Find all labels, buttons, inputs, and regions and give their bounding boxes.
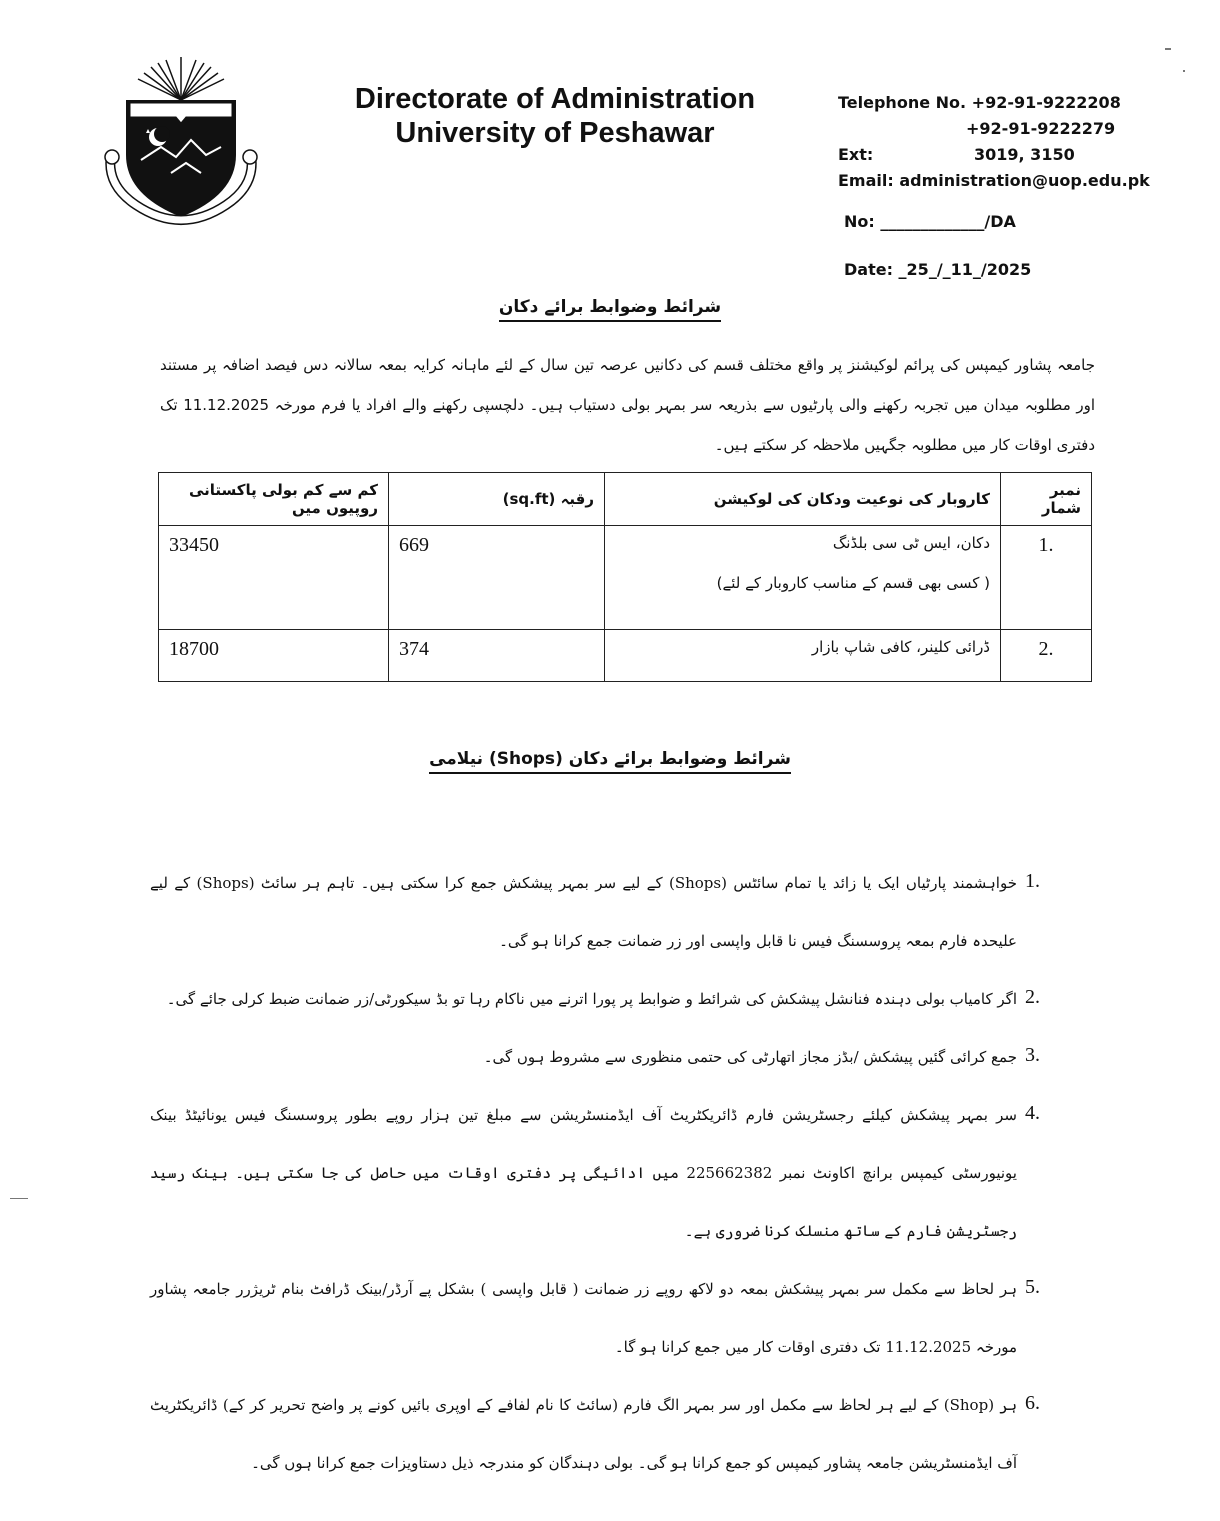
term-text: ہر لحاظ سے مکمل سر بمہر پیشکش بمعہ دو لاکھ روپے زر ضمانت ( قابل واپسی ) بشکل پے آرڈر/بینک ڈرافٹ بنام ٹریژرر جامعہ پشاور مورخہ 11.12.2025 تک دفتری اوقات کار میں جمع کرانا ہو گا۔: [150, 1280, 1017, 1356]
telephone-1: +92-91-9222208: [971, 93, 1121, 112]
document-date: Date: _25_/_11_/2025: [844, 260, 1032, 279]
shops-table: [158, 472, 1092, 682]
email-label: Email:: [838, 171, 894, 190]
section2-heading-text: شرائط وضوابط برائے دکان (Shops) نیلامی: [429, 749, 791, 774]
terms-list: [150, 870, 1065, 1508]
term-item: [150, 870, 1065, 970]
term-text: جمع کرائی گئیں پیشکش /بڈز مجاز اتھارٹی کی حتمی منظوری سے مشروط ہوں گی۔: [483, 1048, 1017, 1066]
header-min-bid: کم سے کم بولی پاکستانی روپیوں میں: [159, 473, 389, 526]
term-text: اگر کامیاب بولی دہندہ فنانشل پیشکش کی شرائط و ضوابط پر پورا اترنے میں ناکام رہا تو بڈ سیکورٹی/زر ضمانت ضبط کرلی جائے گی۔: [166, 990, 1017, 1008]
row-serial: 1.: [1001, 526, 1092, 630]
email-value: administration@uop.edu.pk: [899, 171, 1150, 190]
scan-speck: [1165, 48, 1171, 50]
row-area: 374: [389, 630, 605, 682]
table-row: [159, 630, 1092, 682]
university-crest-logo: [96, 55, 266, 235]
term-text: خواہشمند پارٹیاں ایک یا زائد یا تمام سائٹس (Shops) کے لیے سر بمہر پیشکش جمع کرا سکتی ہیں۔ تاہم ہر سائٹ (Shops) کے لیے علیحدہ فارم بمعہ پروسسنگ فیس نا قابل واپسی اور زر ضمانت جمع کرانا ہو گی۔: [150, 874, 1017, 950]
term-number: 3.: [1025, 1044, 1040, 1066]
term-number: 1.: [1025, 870, 1040, 892]
term-text: سر بمہر پیشکش کیلئے رجسٹریشن فارم ڈائریکٹریٹ آف ایڈمنسٹریشن سے مبلغ تین ہزار روپے بطور پروسسنگ فیس یونائیٹڈ بینک یونیورسٹی کیمپس برانچ اکاونٹ نمبر 225662382 میں ادائیگی پر دفتری اوقات میں حاصل کی جا سکتی ہیں۔ بینک رسید رجسٹریشن فارم کے ساتھ منسلک کرنا ضروری ہے۔: [150, 1106, 1017, 1240]
crest-icon: [96, 55, 266, 235]
row-location: [605, 526, 1001, 630]
title-directorate: Directorate of Administration: [354, 83, 756, 115]
scan-speck: [1183, 70, 1185, 72]
table-row: [159, 526, 1092, 630]
term-text: ہر (Shop) کے لیے ہر لحاظ سے مکمل اور سر بمہر الگ فارم (سائٹ کا نام لفافے کے اوپری بائیں کونے پر واضح تحریر کر کے) ڈائریکٹریٹ آف ایڈمنسٹریشن جامعہ پشاور کیمپس کو جمع کرانا ہو گی۔ بولی دہندگان کو مندرجہ ذیل دستاویزات جمع کرانا ہوں گی۔: [150, 1396, 1017, 1472]
row-location: [605, 630, 1001, 682]
table-header-row: [159, 473, 1092, 526]
header-location: کاروبار کی نوعیت ودکان کی لوکیشن: [605, 473, 1001, 526]
term-number: 4.: [1025, 1102, 1040, 1124]
term-item: [150, 1392, 1065, 1492]
section2-heading: [400, 748, 820, 769]
title-university: University of Peshawar: [395, 117, 715, 149]
header-serial: نمبر شمار: [1001, 473, 1092, 526]
row-serial: 2.: [1001, 630, 1092, 682]
scan-speck: [10, 1198, 28, 1199]
section1-heading: [400, 296, 820, 317]
contact-block: [838, 90, 1150, 194]
term-number: 2.: [1025, 986, 1040, 1008]
row-min-bid: 33450: [159, 526, 389, 630]
row-location-note: ( کسی بھی قسم کے مناسب کاروبار کے لئے): [716, 574, 990, 592]
ext-value: 3019, 3150: [974, 145, 1075, 164]
header-area: رقبہ (sq.ft): [389, 473, 605, 526]
term-item: [150, 1044, 1065, 1086]
row-location-text: دکان، ایس ٹی سی بلڈنگ: [832, 534, 990, 552]
term-item: [150, 1276, 1065, 1376]
section1-heading-text: شرائط وضوابط برائے دکان: [499, 297, 721, 322]
row-min-bid: 18700: [159, 630, 389, 682]
term-item: [150, 986, 1065, 1028]
row-area: 669: [389, 526, 605, 630]
term-item: [150, 1102, 1065, 1260]
reference-number: No: _____________/DA: [844, 212, 1016, 231]
telephone-label: Telephone No.: [838, 93, 967, 112]
term-number: 5.: [1025, 1276, 1040, 1298]
ext-label: Ext:: [838, 145, 874, 164]
telephone-2: +92-91-9222279: [966, 119, 1116, 138]
intro-paragraph: جامعہ پشاور کیمپس کی پرائم لوکیشنز پر واقع مختلف قسم کی دکانیں عرصہ تین سال کے لئے ماہانہ کرایہ بمعہ سالانہ دس فیصد اضافہ پر مستند اور مطلوبہ میدان میں تجربہ رکھنے والی پارٹیوں سے بذریعہ سر بمہر بولی دستیاب ہیں۔ دلچسپی رکھنے والے افراد یا فرم مورخہ 11.12.2025 تک دفتری اوقات کار میں مطلوبہ جگہیں ملاحظہ کر سکتے ہیں۔: [160, 356, 1095, 454]
term-number: 6.: [1025, 1392, 1040, 1414]
letterhead-title: [300, 82, 810, 150]
row-location-text: ڈرائی کلینر، کافی شاپ بازار: [811, 638, 990, 656]
